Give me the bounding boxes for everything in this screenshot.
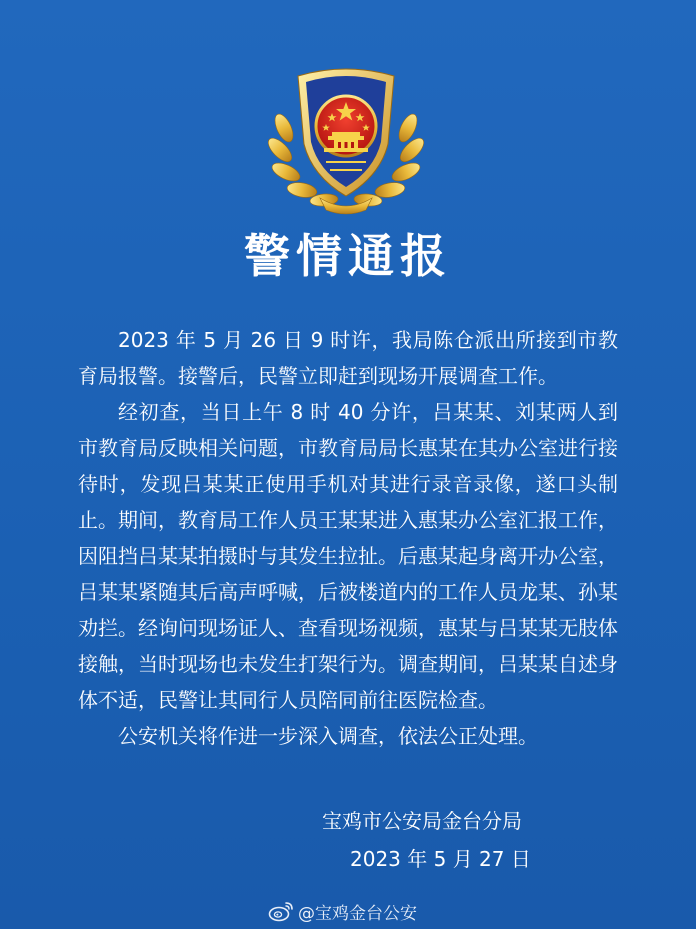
police-emblem-icon <box>262 58 430 218</box>
paragraph: 2023 年 5 月 26 日 9 时许，我局陈仓派出所接到市教育局报警。接警后，民警立即赶到现场开展调查工作。 <box>78 328 618 388</box>
paragraph: 经初查，当日上午 8 时 40 分许，吕某某、刘某两人到市教育局反映相关问题，市教育局局长惠某在其办公室进行接待时，发现吕某某正使用手机对其进行录音录像，遂口头制止。期间，教育局工作人员王某某进入惠某办公室汇报工作，因阻挡吕某某拍摄时与其发生拉扯。后惠某起身离开办公室，吕某某紧随其后高声呼喊，后被楼道内的工作人员龙某、孙某劝拦。经询问现场证人、查看现场视频，惠某与吕某某无肢体接触，当时现场也未发生打架行为。调查期间，吕某某自述身体不适，民警让其同行人员陪同前往医院检查。 <box>78 400 618 712</box>
weibo-watermark <box>268 896 417 926</box>
watermark-text: @宝鸡金台公安 <box>298 903 417 924</box>
paragraph: 公安机关将作进一步深入调查，依法公正处理。 <box>118 724 538 748</box>
weibo-icon <box>268 900 294 922</box>
notice-title: 警情通报 <box>244 229 452 283</box>
notice-body <box>78 322 618 754</box>
signature-date: 2023 年 5 月 27 日 <box>350 847 531 871</box>
signature-org: 宝鸡市公安局金台分局 <box>322 809 522 833</box>
